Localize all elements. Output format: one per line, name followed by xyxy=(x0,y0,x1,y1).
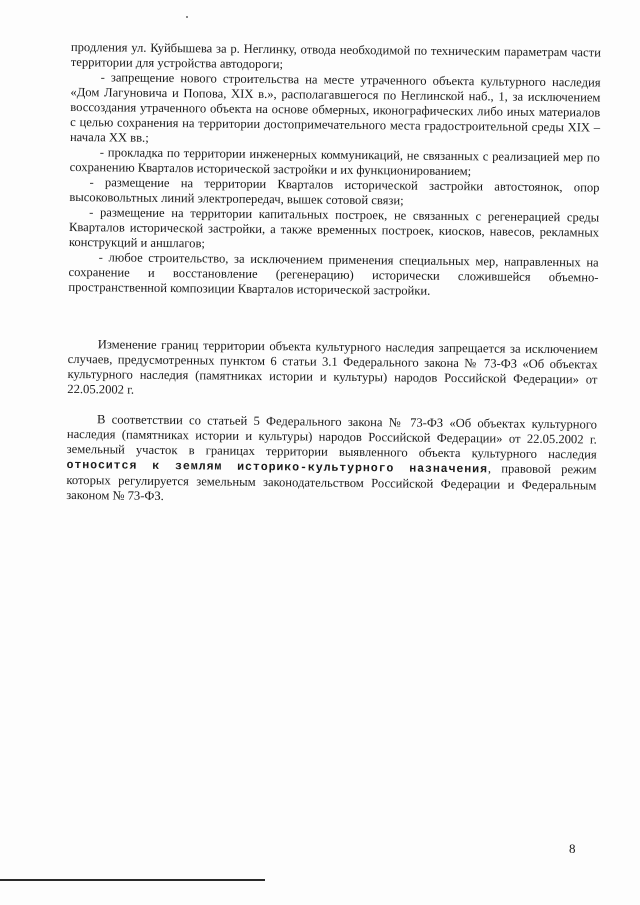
scan-edge-line xyxy=(0,879,265,881)
paragraph-parking-towers: - размещение на территории Кварталов исторической застройки автостоянок, опор высоковольтных линий электропередач, вышек сотовой связи; xyxy=(69,175,600,208)
land-category-text-end: , правовой режим которых регулируется земельным законодательством Российской Федерации и Федеральным законом № 73-ФЗ. xyxy=(66,461,597,503)
paragraph-utilities: - прокладка по территории инженерных коммуникаций, не связанных с реализацией мер по сохранению Кварталов исторической застройки и их функционированием; xyxy=(69,145,600,179)
paragraph-construction-ban: - запрещение нового строительства на месте утраченного объекта культурного наследия «Дом Лагуновича и Попова, XIX в.», располагавшегося по Неглинской наб., 1, за исключением воссоздания утраченного объекта на основе обмерных, иконографических либо иных материалов с целью сохранения на территории достопримечательного места градостроительной среды XIX – начала XX вв.; xyxy=(69,70,601,145)
paragraph-road-extension: продления ул. Куйбышева за р. Неглинку, отвода необходимой по техническим параметрам части территории для устройства автодороги; xyxy=(70,40,601,72)
scan-artifact xyxy=(186,16,188,18)
paragraph-land-category xyxy=(66,412,597,509)
paragraph-boundary-change: Изменение границ территории объекта культурного наследия запрещается за исключением случаев, предусмотренных пунктом 6 статьи 3.1 Федерального закона № 73-ФЗ «Об объектах культурного наследия (памятниках истории и культуры) народов Российской Федерации» от 22.05.2002 г. xyxy=(67,337,598,397)
document-body xyxy=(66,40,601,509)
paragraph-capital-buildings: - размещение на территории капитальных построек, не связанных с регенерацией среды Кварталов исторической застройки, а также временных построек, киосков, навесов, рекламных конструкций и аншлагов; xyxy=(68,205,600,251)
land-category-text-start: В соответствии со статьей 5 Федерального закона № 73-ФЗ «Об объектах культурного наследия (памятниках истории и культуры) народов Российской Федерации» от 22.05.2002 г. земельный участок в границах территории выявленного объекта культурного наследия xyxy=(66,412,598,462)
land-category-emphasis: относится к землям историко-культурного назначения xyxy=(66,458,488,477)
spacer xyxy=(68,295,598,343)
paragraph-any-construction: - любое строительство, за исключением применения специальных мер, направленных на сохранение и восстановление (регенерацию) исторически сложившейся объемно-пространственной композиции Кварталов исторической застройки. xyxy=(68,250,599,298)
page-number: 8 xyxy=(569,841,576,856)
